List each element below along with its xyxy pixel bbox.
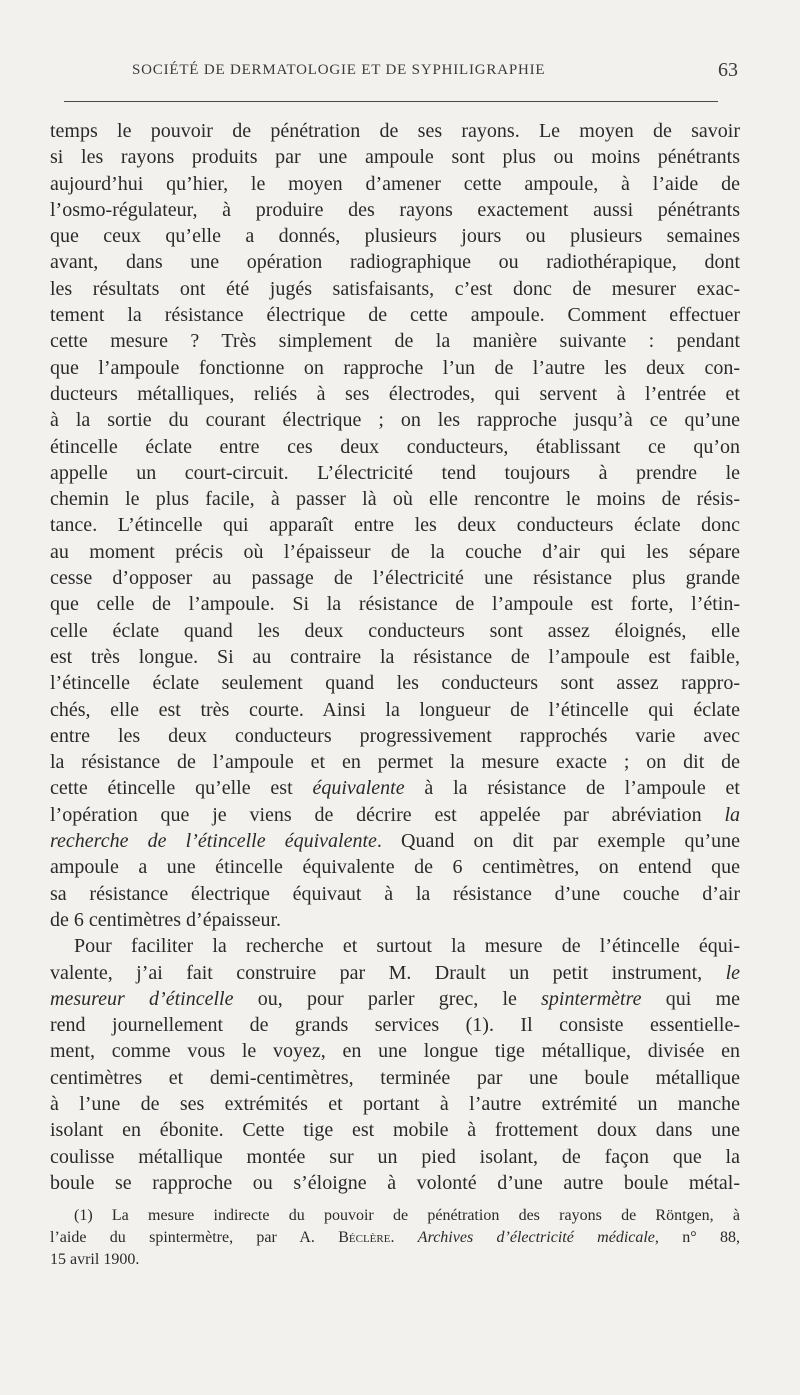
text-run: . bbox=[390, 1229, 418, 1246]
footnote bbox=[50, 1205, 740, 1271]
text-line: chés, elle est très courte. Ainsi la longueur de l’étincelle qui éclate bbox=[50, 698, 740, 721]
header-rule bbox=[64, 101, 718, 102]
italic-term: la bbox=[724, 803, 740, 826]
text-line: à la sortie du courant électrique ; on les rapproche jusqu’à ce qu’une bbox=[50, 409, 740, 432]
text-line: tance. L’étincelle qui apparaît entre les deux conducteurs éclate donc bbox=[50, 514, 740, 537]
text-line: que ceux qu’elle a donnés, plusieurs jours ou plusieurs semaines bbox=[50, 225, 740, 248]
footnote-line bbox=[50, 1227, 740, 1249]
text-run: valente, j’ai fait construire par M. Drault un petit instrument, bbox=[50, 961, 726, 984]
text-line: avant, dans une opération radiographique ou radiothérapique, dont bbox=[50, 251, 740, 274]
italic-term: spintermètre bbox=[541, 987, 642, 1010]
footnote-line: (1) La mesure indirecte du pouvoir de pénétration des rayons de Röntgen, à bbox=[74, 1207, 740, 1224]
page-header bbox=[50, 59, 738, 88]
text-line: isolant en ébonite. Cette tige est mobile à frottement doux dans une bbox=[50, 1119, 740, 1142]
text-line: l’osmo-régulateur, à produire des rayons exactement aussi pénétrants bbox=[50, 198, 740, 221]
text-line: ment, comme vous le voyez, en une longue tige métallique, divisée en bbox=[50, 1040, 740, 1063]
text-line: cette mesure ? Très simplement de la manière suivante : pendant bbox=[50, 330, 740, 353]
text-line: les résultats ont été jugés satisfaisants, c’est donc de mesurer exac- bbox=[50, 277, 740, 300]
italic-term: mesureur d’étincelle bbox=[50, 987, 234, 1010]
text-line: appelle un court-circuit. L’électricité tend toujours à prendre le bbox=[50, 461, 740, 484]
text-run: l’aide du spintermètre, par A. bbox=[50, 1229, 339, 1246]
text-line: Pour faciliter la recherche et surtout la mesure de l’étincelle équi- bbox=[74, 935, 740, 958]
text-line: aujourd’hui qu’hier, le moyen d’amener cette ampoule, à l’aide de bbox=[50, 172, 740, 195]
text-run: , n° 88, bbox=[654, 1229, 740, 1246]
text-line: à l’une de ses extrémités et portant à l’autre extrémité un manche bbox=[50, 1092, 740, 1115]
text-line: ampoule a une étincelle équivalente de 6 centimètres, on entend que bbox=[50, 856, 740, 879]
text-line: sa résistance électrique équivaut à la résistance d’une couche d’air bbox=[50, 882, 740, 905]
text-line: ducteurs métalliques, reliés à ses électrodes, qui servent à l’entrée et bbox=[50, 382, 740, 405]
text-line: est très longue. Si au contraire la résistance de l’ampoule est faible, bbox=[50, 645, 740, 668]
text-line bbox=[50, 775, 740, 801]
text-line: celle éclate quand les deux conducteurs sont assez éloignés, elle bbox=[50, 619, 740, 642]
text-line: de 6 centimètres d’épaisseur. bbox=[50, 908, 282, 931]
text-run: qui me bbox=[641, 987, 740, 1010]
text-line bbox=[50, 802, 740, 828]
text-line: étincelle éclate entre ces deux conducteurs, établissant ce qu’on bbox=[50, 435, 740, 458]
text-run: . Quand on dit par exemple qu’une bbox=[376, 830, 740, 853]
italic-term: le bbox=[725, 961, 740, 984]
text-line: au moment précis où l’épaisseur de la couche d’air qui les sépare bbox=[50, 540, 740, 563]
text-line: entre les deux conducteurs progressivement rapprochés varie avec bbox=[50, 724, 740, 747]
text-run: ou, pour parler grec, le bbox=[233, 987, 542, 1010]
text-run: cette étincelle qu’elle est bbox=[50, 777, 313, 800]
text-line: tement la résistance électrique de cette ampoule. Comment effectuer bbox=[50, 304, 740, 327]
text-line: la résistance de l’ampoule et en permet la mesure exacte ; on dit de bbox=[50, 751, 740, 774]
text-line: si les rayons produits par une ampoule sont plus ou moins pénétrants bbox=[50, 146, 740, 169]
footnote-line: 15 avril 1900. bbox=[50, 1251, 140, 1268]
text-line: coulisse métallique montée sur un pied isolant, de façon que la bbox=[50, 1145, 740, 1168]
text-run: l’opération que je viens de décrire est appelée par abréviation bbox=[50, 803, 725, 826]
page-number: 63 bbox=[718, 59, 738, 81]
text-line: rend journellement de grands services (1). Il consiste essentielle- bbox=[50, 1014, 740, 1037]
text-line bbox=[50, 986, 740, 1012]
text-line: centimètres et demi-centimètres, terminée par une boule métallique bbox=[50, 1066, 740, 1089]
footnote-author: Béclère bbox=[338, 1229, 391, 1246]
text-line: cesse d’opposer au passage de l’électricité une résistance plus grande bbox=[50, 567, 740, 590]
body-text bbox=[50, 118, 740, 1196]
italic-term: recherche de l’étincelle équivalente bbox=[50, 830, 377, 853]
text-line: que celle de l’ampoule. Si la résistance de l’ampoule est forte, l’étin- bbox=[50, 593, 740, 616]
text-line bbox=[50, 960, 740, 986]
text-line: temps le pouvoir de pénétration de ses rayons. Le moyen de savoir bbox=[50, 120, 740, 142]
running-title: SOCIÉTÉ DE DERMATOLOGIE ET DE SYPHILIGRAPHIE bbox=[132, 62, 546, 78]
text-line bbox=[50, 828, 740, 854]
footnote-journal: Archives d’électricité médicale bbox=[417, 1229, 655, 1246]
italic-term: équivalente bbox=[312, 777, 405, 800]
text-line: boule se rapproche ou s’éloigne à volonté d’une autre boule métal- bbox=[50, 1171, 740, 1194]
text-line: chemin le plus facile, à passer là où elle rencontre le moins de résis- bbox=[50, 488, 740, 511]
text-line: l’étincelle éclate seulement quand les conducteurs sont assez rappro- bbox=[50, 672, 740, 695]
text-run: à la résistance de l’ampoule et bbox=[404, 777, 740, 800]
text-line: que l’ampoule fonctionne on rapproche l’un de l’autre les deux con- bbox=[50, 356, 740, 379]
